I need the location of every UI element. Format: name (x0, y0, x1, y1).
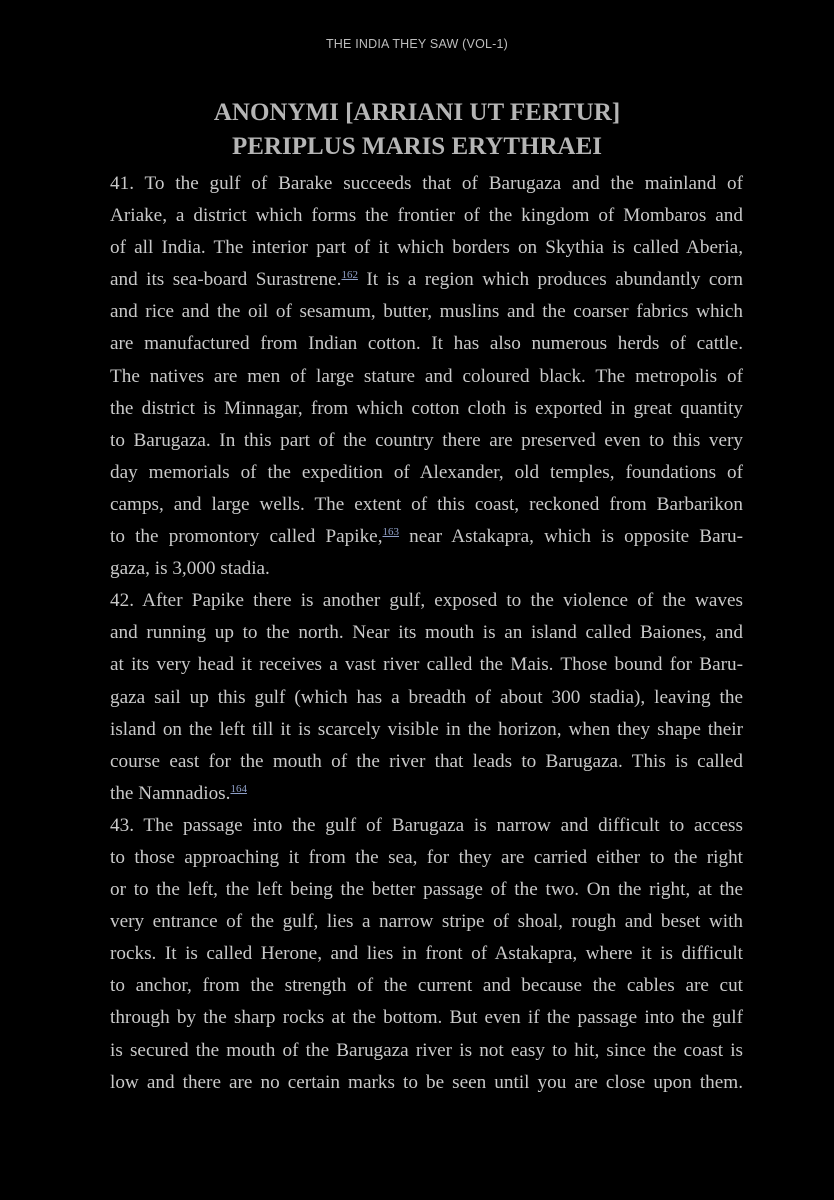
text-segment: It is a region which produces abundantly corn (357, 269, 743, 291)
text-line: rocks. It is called Herone, and lies in front of Astakapra, where it is difficult (110, 943, 743, 965)
text-line: course east for the mouth of the river that leads to Barugaza. This is called (110, 750, 743, 772)
text-line: gaza sail up this gulf (which has a breadth of about 300 stadia), leaving the (110, 686, 743, 708)
text-line: and rice and the oil of sesamum, butter, muslins and the coarser fabrics which (110, 301, 743, 323)
text-line: or to the left, the left being the better passage of the two. On the right, at the (110, 879, 743, 901)
text-line (92, 521, 743, 553)
text-line: day memorials of the expedition of Alexander, old temples, foundations of (110, 461, 743, 483)
text-line: island on the left till it is scarcely visible in the horizon, when they shape their (110, 718, 743, 740)
text-segment: to the promontory called Papike, (110, 526, 383, 548)
text-line: of all India. The interior part of it which borders on Skythia is called Aberia, (110, 237, 743, 259)
text-line: to Barugaza. In this part of the country there are preserved even to this very (110, 429, 743, 451)
text-line: 43. The passage into the gulf of Barugaza is narrow and difficult to access (110, 814, 743, 836)
text-line (92, 264, 743, 296)
text-line: and running up to the north. Near its mouth is an island called Baiones, and (110, 622, 743, 644)
chapter-title-line-1: ANONYMI [ARRIANI UT FERTUR] (213, 99, 621, 126)
text-line: to those approaching it from the sea, for they are carried either to the right (110, 846, 743, 868)
footnote-link-164[interactable]: 164 (230, 782, 247, 795)
chapter-title-line-2: PERIPLUS MARIS ERYTHRAEI (231, 133, 602, 160)
paragraph-42 (92, 585, 743, 810)
text-segment: and its sea-board Surastrene. (110, 269, 342, 291)
paragraph-41 (92, 168, 743, 585)
text-line: through by the sharp rocks at the bottom. But even if the passage into the gulf (110, 1007, 743, 1029)
text-line (92, 778, 743, 810)
text-line: 42. After Papike there is another gulf, exposed to the violence of the waves (110, 590, 743, 612)
text-segment: the Namnadios. (110, 782, 231, 804)
text-line: very entrance of the gulf, lies a narrow stripe of shoal, rough and beset with (110, 911, 743, 933)
text-segment: near Astakapra, which is opposite Baru- (399, 526, 743, 548)
text-line: The natives are men of large stature and coloured black. The metropolis of (110, 365, 743, 387)
footnote-link-162[interactable]: 162 (341, 269, 358, 282)
paragraph-43 (92, 810, 743, 1099)
text-line: 41. To the gulf of Barake succeeds that of Barugaza and the mainland of (110, 173, 743, 194)
body-text (92, 168, 743, 1099)
text-line: low and there are no certain marks to be seen until you are close upon them. (110, 1071, 743, 1093)
text-line: Ariake, a district which forms the frontier of the kingdom of Mombaros and (110, 205, 743, 227)
footnote-link-163[interactable]: 163 (382, 526, 399, 539)
text-line: at its very head it receives a vast river called the Mais. Those bound for Baru- (110, 654, 743, 676)
running-head: THE INDIA THEY SAW (VOL-1) (325, 37, 509, 51)
chapter-title (0, 96, 834, 164)
text-line: are manufactured from Indian cotton. It has also numerous herds of cattle. (110, 333, 743, 355)
text-line: is secured the mouth of the Barugaza river is not easy to hit, since the coast is (110, 1039, 743, 1061)
text-line: the district is Minnagar, from which cotton cloth is exported in great quantity (110, 397, 743, 419)
text-line: gaza, is 3,000 stadia. (110, 558, 270, 580)
text-line: to anchor, from the strength of the current and because the cables are cut (110, 975, 743, 997)
text-line: camps, and large wells. The extent of this coast, reckoned from Barbarikon (110, 493, 743, 515)
